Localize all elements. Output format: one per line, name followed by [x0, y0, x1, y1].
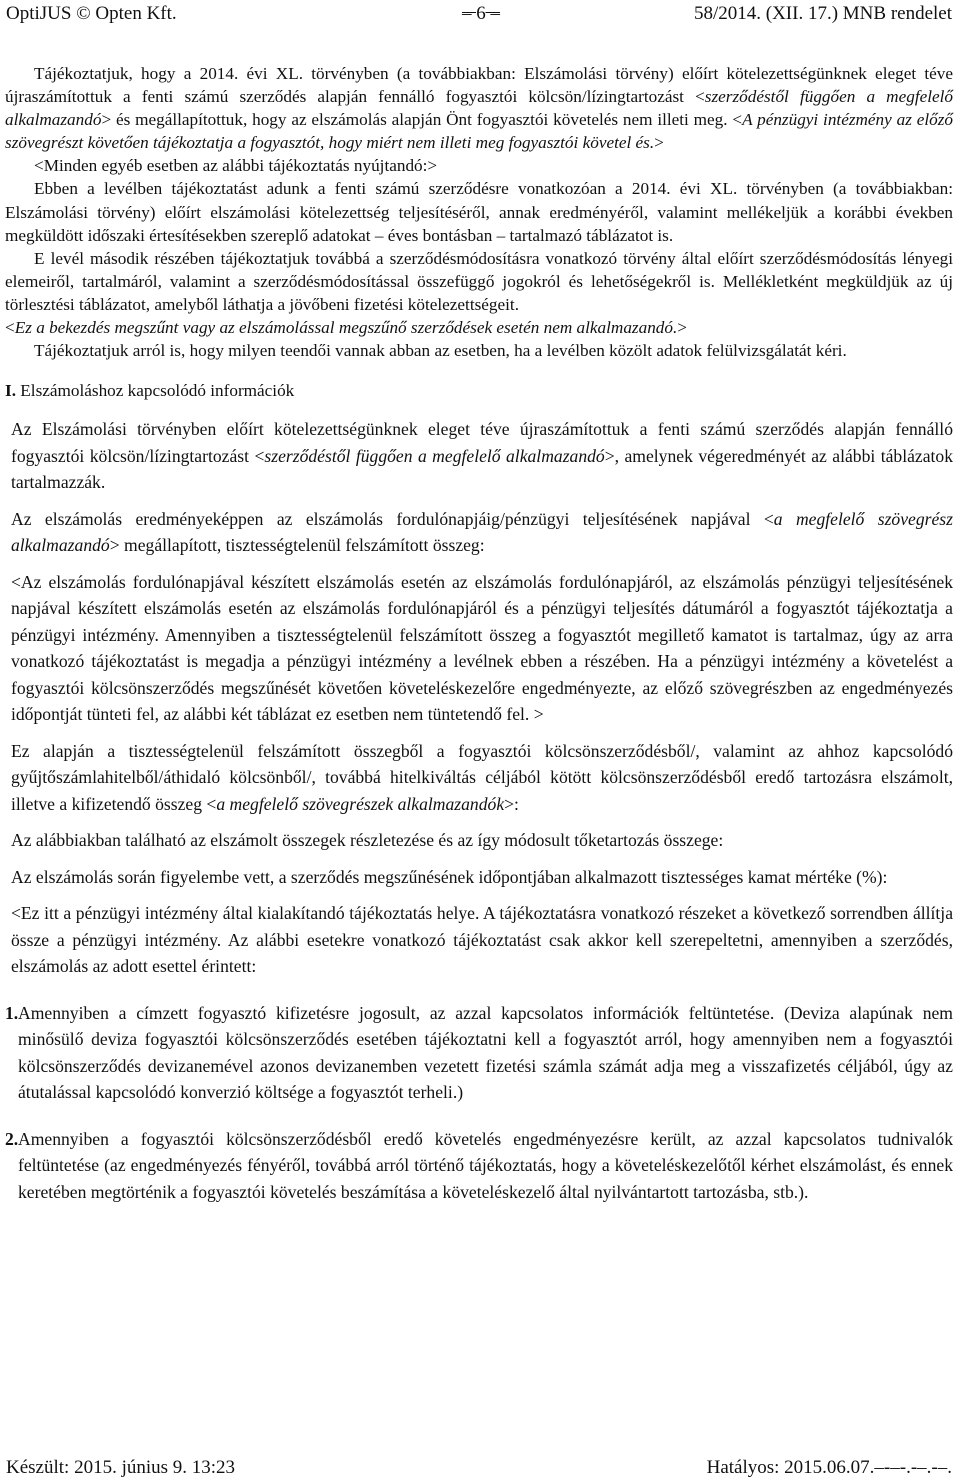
section-p4-text-a: Ez alapján a tisztességtelenül felszámított összegből a fogyasztói kölcsönszerződésből/, valamint az ahhoz kapcsolódó gyűjtőszámlahitelből/áthidaló kölcsönből/, továbbá hitelkiváltás céljából kötött kölcsönszerződésből eredő tartozásra elszámolt, illetve a kifizetendő összeg < — [11, 740, 953, 814]
section-paragraph-6: Az elszámolás során figyelembe vett, a szerződés megszűnésének időpontjában alkalmazott tisztességes kamat mértéke (%): — [11, 866, 888, 887]
intro-paragraph-5 — [5, 316, 953, 339]
document-body — [5, 62, 953, 1218]
intro-p5-close: > — [677, 318, 687, 338]
section-title: Elszámoláshoz kapcsolódó információk — [16, 381, 295, 401]
section-paragraph-5: Az alábbiakban található az elszámolt összegek részletezése és az így módosult tőketartozás összege: — [11, 830, 724, 851]
section-paragraph-7: <Ez itt a pénzügyi intézmény által kialakítandó tájékoztatás helye. A tájékoztatásra vonatkozó részeket a következő sorrendben állítja össze a pénzügyi intézmény. Az alábbi esetekre vonatkozó tájékoztatást csak akkor kell szerepeltetni, amennyiben a szerződés, elszámolás az adott esettel érintett: — [11, 903, 953, 977]
footer-created-date: Készült: 2015. június 9. 13:23 — [6, 1457, 236, 1478]
section-p4-italic: a megfelelő szövegrészek alkalmazandók — [216, 793, 505, 814]
intro-paragraph-3: Ebben a levélben tájékoztatást adunk a fenti számú szerződésre vonatkozóan a 2014. évi XL. törvényben (a továbbiakban: Elszámolási törvény) előírt elszámolási kötelezettség teljesítéséről, annak eredményéről, valamint mellékeljük a korábbi években megküldött időszaki értesítésekben szereplő adatokat – éves bontásban – tartalmazó táblázatot is. — [5, 179, 953, 245]
intro-p1-text-c: > — [654, 133, 664, 153]
page-footer — [0, 1454, 960, 1484]
section-paragraph-4 — [11, 738, 953, 818]
intro-p1-text-b: > és megállapítottuk, hogy az elszámolás alapján Önt fogyasztói követelés nem illeti meg. < — [101, 110, 743, 130]
list-item — [5, 1126, 953, 1206]
section-body — [5, 416, 953, 1205]
intro-paragraph-2: <Minden egyéb esetben az alábbi tájékoztatás nyújtandó:> — [34, 156, 438, 176]
section-p1-text-a: Az Elszámolási törvényben előírt kötelezettségünknek eleget téve újraszámítottuk a fenti számú szerződés alapján fennálló fogyasztói kölcsön/lízingtartozást < — [11, 419, 953, 466]
section-p1-italic: szerződéstől függően a megfelelő alkalmazandó — [264, 445, 605, 466]
list-item-number: 1. — [5, 1002, 19, 1023]
page-header — [0, 0, 960, 30]
header-publisher: OptiJUS © Opten Kft. — [6, 3, 177, 24]
intro-paragraph-1 — [5, 62, 953, 154]
list-item — [5, 1000, 953, 1106]
section-number: I. — [5, 381, 16, 401]
list-item-text: Amennyiben a fogyasztói kölcsönszerződésből eredő követelés engedményezésre került, az azzal kapcsolatos tudnivalók feltüntetése (az engedményezés fényéről, továbbá arról történő tájékoztatás, hogy a követeléskezelőtől kérhet elszámolást, és ennek keretében megtörténik a fogyasztói követelés beszámítása a követeléskezelő által nyilvántartott tartozásba, stb.). — [18, 1128, 953, 1202]
section-p2-italic: a megfelelő szövegrész alkalmazandó — [11, 508, 953, 556]
intro-paragraph-4: E levél második részében tájékoztatjuk továbbá a szerződésmódosításra vonatkozó törvény által előírt szerződésmódosítás lényegi elemeiről, tartalmáról, valamint a szerződésmódosítással összefüggő jogokról és lehetőségekről is. Mellékletként megküldjük az új törlesztési táblázatot, amelyből láthatja a jövőbeni fizetési kötelezettségeit. — [5, 248, 953, 314]
intro-p5-italic: Ez a bekezdés megszűnt vagy az elszámolással megszűnő szerződések esetén nem alkalmazandó. — [14, 318, 678, 338]
header-regulation-title: 58/2014. (XII. 17.) MNB rendelet — [693, 3, 952, 24]
list-item-number: 2. — [5, 1128, 19, 1149]
section-p2-text-b: > megállapított, tisztességtelenül felszámított összeg: — [109, 535, 485, 556]
section-p1-text-b: >, amelynek végeredményét az alábbi táblázatok tartalmazzák. — [11, 445, 953, 493]
intro-p1-text-a: Tájékoztatjuk, hogy a 2014. évi XL. törvényben (a továbbiakban: Elszámolási törvény) előírt kötelezettségünknek eleget téve újraszámítottuk a fenti számú szerződés alapján fennálló fogyasztói kölcsön/lízingtartozást < — [5, 64, 953, 107]
header-page-number: – 6 – — [462, 3, 500, 24]
section-heading — [5, 379, 953, 402]
section-paragraph-1 — [11, 416, 953, 496]
intro-paragraph-6: Tájékoztatjuk arról is, hogy milyen teendői vannak abban az esetben, ha a levélben közölt adatok felülvizsgálatát kéri. — [34, 341, 847, 361]
section-paragraph-3: <Az elszámolás fordulónapjával készített elszámolás esetén az elszámolás fordulónapjáról, az elszámolás pénzügyi teljesítésének napjával készített elszámolás esetén az elszámolás fordulónapjáról és a pénzügyi teljesítés dátumáról a fogyasztót tájékoztatja a pénzügyi intézmény. Amennyiben a tisztességtelenül felszámított összeg a fogyasztót megillető kamatot is tartalmaz, úgy az arra vonatkozó tájékoztatást is megadja a pénzügyi intézmény a levélnek ebben a részében. Ha a pénzügyi intézmény a követelést a fogyasztói kölcsönszerződés megszűnését követően követeléskezelőre engedményezte, az előző szövegrészben az engedményezés időpontját tünteti fel, az alábbi két táblázat ez esetben nem tüntetendő fel. > — [11, 571, 953, 725]
list-item-text: Amennyiben a címzett fogyasztó kifizetésre jogosult, az azzal kapcsolatos információk feltüntetése. (Deviza alapúnak nem minősülő deviza fogyasztói kölcsönszerződés esetében tájékoztatni kell a fogyasztót arról, hogy amennyiben nem a fogyasztói kölcsönszerződés devizanemével azonos devizanemben vezetett fizetési számla számát adja meg a visszafizetés céljából, úgy az átutalással kapcsolódó konverzió költsége a fogyasztót terheli.) — [18, 1002, 953, 1103]
section-paragraph-2 — [11, 506, 953, 559]
section-p2-text-a: Az elszámolás eredményeképpen az elszámolás fordulónapjáig/pénzügyi teljesítésének napjával < — [11, 508, 774, 529]
intro-p5-open: < — [5, 318, 15, 338]
intro-p1-italic-a: szerződéstől függően a megfelelő alkalmazandó — [5, 87, 953, 130]
footer-effective-date: Hatályos: 2015.06.07.–-–-.-–.-–. — [706, 1457, 952, 1478]
section-p4-text-b: >: — [504, 793, 519, 814]
intro-p1-italic-b: A pénzügyi intézmény az előző szövegrészt követően tájékoztatja a fogyasztót, hogy miért nem illeti meg fogyasztói követel és. — [5, 110, 953, 153]
